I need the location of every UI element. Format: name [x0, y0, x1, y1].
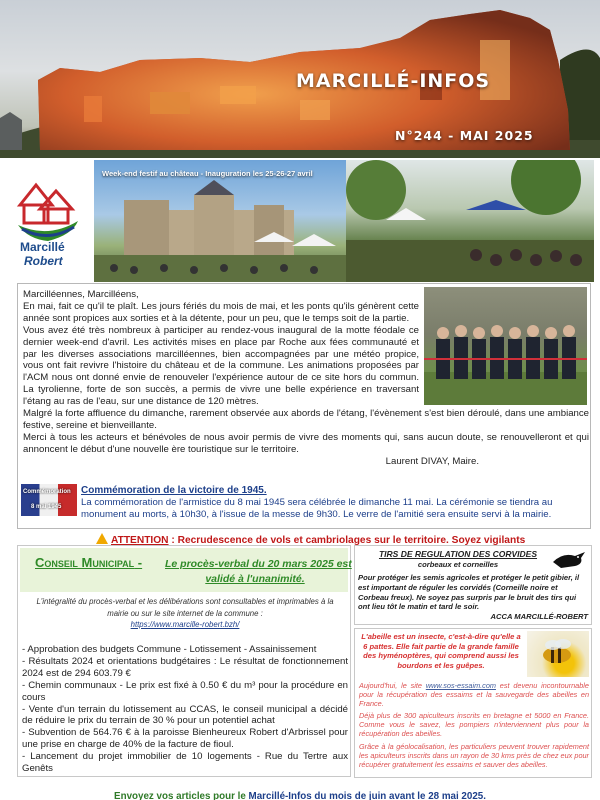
bee-paragraph: Grâce à la géolocalisation, les particuliers peuvent trouver rapidement les apiculteurs inscrits dans un rayon de 30 kms près de chez eux pour récupérer gratuitement les essaims et sauver des abeilles. — [359, 741, 589, 769]
photo-caption: Week-end festif au château - Inauguration les 25-26-27 avril — [102, 169, 313, 178]
edito-paragraph: Malgré la forte affluence du dimanche, rarement observée aux abords de l'étang, l'évènement s'est bien déroulé, dans une ambiance festive, sereine et bienveillante. — [23, 408, 589, 431]
attention-banner — [96, 532, 525, 546]
logo-text-robert: Robert — [24, 254, 63, 268]
pv-approval-line1: Le procès-verbal du 20 mars 2025 est — [165, 558, 352, 570]
council-intro: L'intégralité du procès-verbal et les délibérations sont consultables et imprimables à la mairie ou sur le site internet de la commune : https://www.marcille-robert.bzh/ — [36, 597, 334, 629]
commemoration-flag-image — [21, 484, 77, 516]
bee-paragraph: Aujourd'hui, le site www.sos-essaim.com est devenu incontournable pour la récupération des essaims et la sauvegarde des abeilles en France. — [359, 681, 589, 709]
commemoration-text: La commémoration de l'armistice du 8 mai 1945 sera célébrée le dimanche 11 mai. La cérémonie se tiendra au monument au morts, à 10h30, à l'issue de la messe de 9h30. Le verre de l'amitié sera ensuite servi à la mairie. — [81, 497, 553, 520]
mayor-signature: Laurent DIVAY, Maire. — [385, 455, 479, 467]
list-item: - Vente d'un terrain du lotissement au CCAS, le conseil municipal a décidé de réduire le prix du terrain de 30 % pour un potentiel achat — [22, 703, 348, 727]
bee-intro: L'abeille est un insecte, c'est-à-dire qu'elle a 6 pattes. Elle fait partie de la grande famille des hyménoptères, qui comprend aussi les bourdons et les guêpes. — [361, 632, 521, 670]
castle-event-photo — [94, 160, 346, 282]
festival-crowd-photo — [346, 160, 594, 282]
list-item: - Approbation des budgets Commune - Lotissement - Assainissement — [22, 644, 317, 655]
crowd-illustration — [346, 160, 594, 282]
pv-approval-line2: validé à l'unanimité. — [205, 573, 305, 585]
crow-icon — [551, 548, 589, 572]
mayor-editorial — [17, 283, 591, 529]
flag-text: Commémoration — [23, 489, 71, 495]
commemoration-title: Commémoration de la victoire de 1945. — [81, 485, 267, 496]
submission-footer: Envoyez vos articles pour le Marcillé-Infos du mois de juin avant le 28 mai 2025. — [114, 791, 486, 800]
masthead-banner — [0, 0, 600, 158]
corvid-title: TIRS DE REGULATION DES CORVIDES — [378, 549, 538, 559]
attention-text: : Recrudescence de vols et cambriolages sur le territoire. Soyez vigilants — [168, 535, 526, 546]
commune-website-link[interactable]: https://www.marcille-robert.bzh/ — [130, 620, 240, 629]
bee-paragraph: Déjà plus de 300 apiculteurs inscrits en bretagne et 5000 en France. Comme vous le savez, les pompiers n'interviennent plus pour la récupération des abeilles. — [359, 711, 589, 739]
council-title: Conseil Municipal - — [35, 555, 143, 570]
edito-paragraph: Merci à tous les acteurs et bénévoles de nous avoir permis de vivre des moments qui, sans aucun doute, se renouvelleront et qui annoncent le début d'une nouvelle ère touristique sur le territoire. — [23, 431, 589, 455]
edito-greeting: Marcilléennes, Marcilléens, — [23, 289, 139, 300]
corvid-text: Pour protéger les semis agricoles et protéger le petit gibier, il est important de réguler les corvidés (Corneille noire et Corbeau freux). Ne soyez pas surpris par le bruit des tirs qui ont lieu tôt le matin et tard le soir. — [358, 573, 580, 612]
flag-date: 8 mai 1945 — [31, 504, 62, 510]
corvid-subtitle: corbeaux et corneilles — [417, 560, 499, 569]
corvid-regulation-notice — [354, 545, 592, 625]
issue-number: N°244 - MAI 2025 — [395, 128, 534, 143]
bee-body-text — [359, 681, 589, 772]
bee-photo — [527, 631, 589, 677]
logo-text-marcille: Marcillé — [20, 240, 65, 254]
council-decisions-list — [22, 644, 348, 775]
corvid-signature: ACCA MARCILLÉ-ROBERT — [490, 612, 588, 621]
council-header — [20, 548, 352, 592]
list-item: - Résultats 2024 et orientations budgétaires : Le résultat de fonctionnement 2024 est de 294 603.79 € — [22, 655, 348, 679]
newsletter-title: MARCILLÉ-INFOS — [296, 70, 491, 92]
castle-towers-illustration — [94, 160, 346, 282]
municipal-council-section — [17, 545, 351, 777]
list-item: - Chemin communaux - Le prix est fixé à 0.50 € du m³ pour la procédure en cours — [22, 679, 348, 703]
sos-essaim-link[interactable]: www.sos-essaim.com — [425, 681, 496, 690]
warning-icon — [96, 533, 108, 544]
list-item: - Subvention de 564.76 € à la paroisse Bienheureux Robert d'Arbrissel pour une prise en charge de 40% de la facture de fioul. — [22, 727, 348, 751]
list-item: - Lancement du projet immobilier de 10 logements - Rue du Tertre aux Genêts — [22, 751, 348, 775]
edito-paragraph: Vous avez été très nombreux à participer au rendez-vous inaugural de la motte féodale ce dernier week-end d'avril. Les activités mises en place par Roche aux fées communauté et par les diverses associations marcilléennes, bien accompagnées par une météo propice, vous ont fait revivre l'histoire du château et de la commune. Les animations proposées par l'ACM nous ont donné envie de renouveler l'expérience autour de ce site hors du commun. La tyrolienne, forte de son succès, a permis de vivre une belle expérience en traversant l'étang au ras de l'eau, sur une distance de 120 mètres. — [23, 324, 419, 408]
bee-icon — [527, 631, 589, 677]
attention-label: ATTENTION — [111, 535, 169, 546]
bee-info-section — [354, 628, 592, 778]
newsletter-name: Marcillé-Infos — [248, 791, 312, 800]
edito-paragraph: En mai, fait ce qu'il te plaît. Les jours fériés du mois de mai, et les ponts qu'ils génèrent cette année sont propices aux sorties et à la détente, pour un peu, que le temps soit de la partie. — [23, 300, 419, 324]
